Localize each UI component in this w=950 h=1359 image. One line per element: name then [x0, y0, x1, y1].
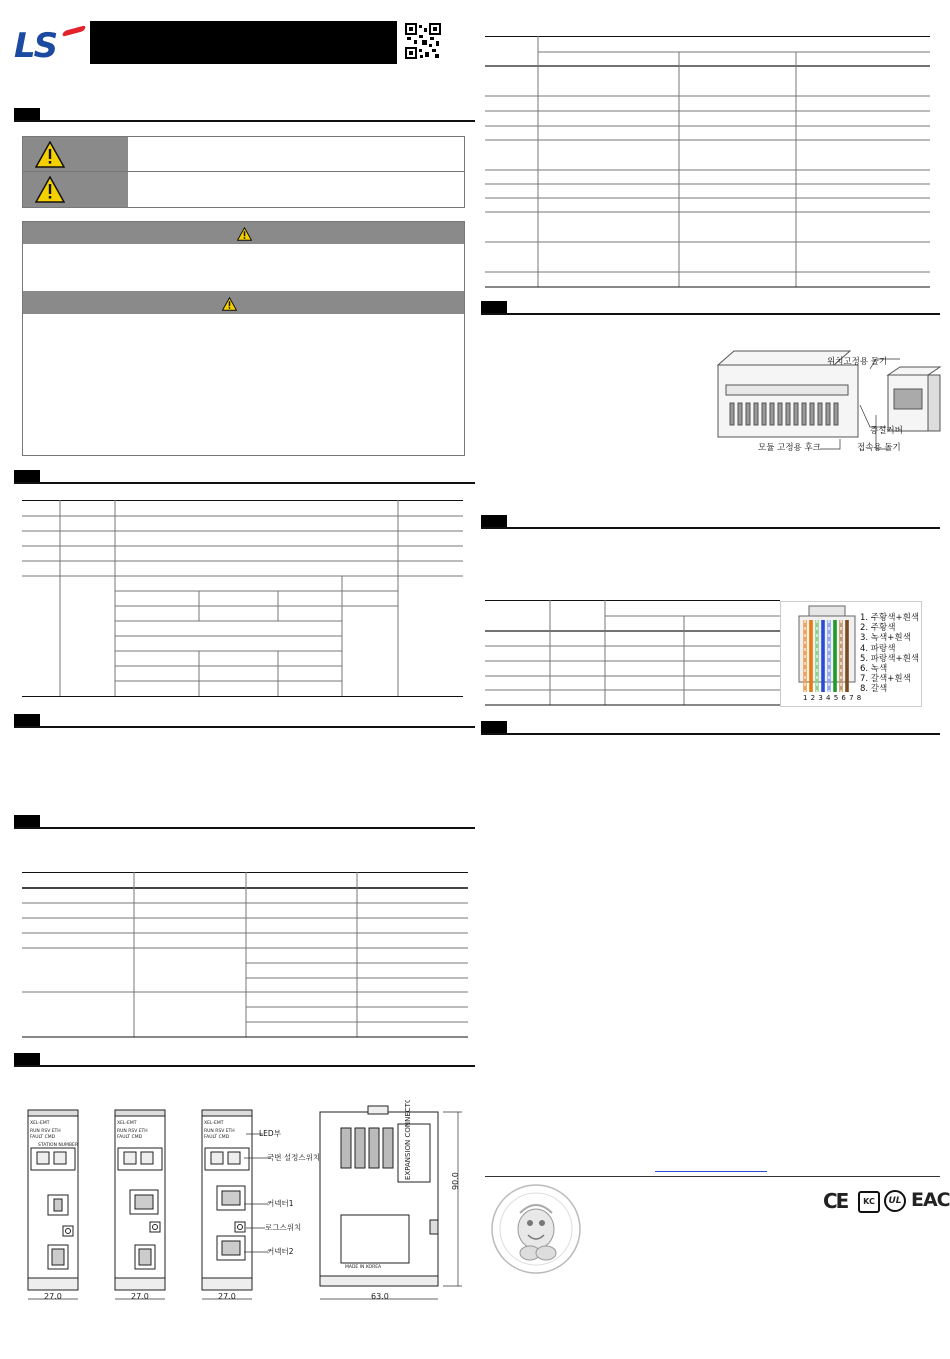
section-header-dimensions [14, 1053, 475, 1067]
section-header-3 [14, 714, 475, 728]
footer-divider [485, 1176, 940, 1177]
svg-text:FAULT CMD: FAULT CMD [30, 1135, 56, 1140]
caution-icon [35, 176, 65, 207]
label-position-boss: 위치고정용 돌기 [827, 357, 888, 367]
svg-text:RUN RSV ETH: RUN RSV ETH [117, 1129, 148, 1134]
certification-marks [823, 1189, 950, 1213]
label-connector-2: 커넥터2 [267, 1247, 294, 1256]
svg-text:XEL-EMT: XEL-EMT [204, 1121, 224, 1126]
dim-height: 90.0 [451, 1172, 460, 1190]
section-header-specs [14, 470, 475, 484]
rj45-pinout-figure [780, 601, 922, 707]
wire-1-label: 1. 주황색+흰색 [860, 613, 919, 623]
svg-text:FAULT CMD: FAULT CMD [204, 1135, 230, 1140]
wire-4-label: 4. 파랑색 [860, 643, 896, 654]
made-in-korea-text: MADE IN KOREA [345, 1265, 382, 1270]
section-header-4 [14, 815, 475, 829]
wire-5-label: 5. 파랑색+흰색 [860, 653, 919, 664]
spec-table [22, 500, 463, 697]
expansion-connector-text: EXPANSION CONNECTOR [404, 1100, 412, 1180]
module-dimension-figure [18, 1100, 468, 1310]
warning-panel [22, 221, 465, 456]
svg-text:RUN RSV ETH: RUN RSV ETH [204, 1129, 235, 1134]
mascot-seal-icon [490, 1183, 582, 1275]
symbol-legend-table [22, 136, 465, 208]
footer-link[interactable] [655, 1160, 767, 1172]
wire-7-label: 7. 갈색+흰색 [860, 674, 911, 685]
warning-header-icon [237, 226, 252, 245]
warning-icon [35, 141, 65, 172]
section-header-wiring [481, 515, 940, 529]
wire-3-label: 3. 녹색+흰색 [860, 633, 911, 644]
ul-mark-icon: UL [884, 1190, 906, 1212]
label-module-hook: 모듈 고정용 후크 [758, 443, 821, 453]
wire-8-label: 8. 갈색 [860, 684, 888, 695]
installation-figure [700, 345, 948, 457]
section-header-installation [481, 301, 940, 315]
section-header-warranty [481, 721, 940, 735]
label-log-switch: 로그스위치 [265, 1223, 302, 1232]
dim-width-1: 27.0 [44, 1292, 62, 1301]
ls-logo [14, 24, 84, 66]
logo-text: LS [14, 26, 57, 66]
wire-2-label: 2. 주황색 [860, 623, 896, 634]
logo-swoosh-icon [62, 25, 86, 37]
dim-width-2: 27.0 [131, 1292, 149, 1301]
dim-width-3: 27.0 [218, 1292, 236, 1301]
dim-width-4: 63.0 [371, 1292, 389, 1301]
cable-table [485, 600, 780, 706]
station-number-text-1: STATION NUMBER [38, 1143, 78, 1148]
label-connect-boss: 접속용 돌기 [857, 443, 901, 453]
caution-header-icon [222, 296, 237, 315]
kc-mark-icon: KC [858, 1191, 880, 1213]
performance-table [485, 36, 930, 288]
title-bar [90, 21, 397, 64]
label-station-switch: 국번 설정스위치 [267, 1153, 321, 1162]
svg-text:XEL-EMT: XEL-EMT [117, 1121, 137, 1126]
svg-text:XEL-EMT: XEL-EMT [30, 1121, 50, 1126]
wire-6-label: 6. 녹색 [860, 664, 888, 675]
label-connector-1: 커넥터1 [267, 1199, 294, 1208]
ce-mark-icon: CE [823, 1189, 848, 1213]
svg-text:FAULT CMD: FAULT CMD [117, 1135, 143, 1140]
label-expansion-cover: 증설커버 [870, 426, 903, 436]
section-header-safety [14, 108, 475, 122]
svg-text:RUN RSV ETH: RUN RSV ETH [30, 1129, 61, 1134]
qr-code-icon [405, 23, 441, 59]
accessory-table [22, 872, 468, 1038]
label-led: LED부 [259, 1129, 281, 1138]
eac-mark-icon: EAC [911, 1189, 950, 1211]
pin-numbers: 1 2 3 4 5 6 7 8 [803, 694, 862, 702]
